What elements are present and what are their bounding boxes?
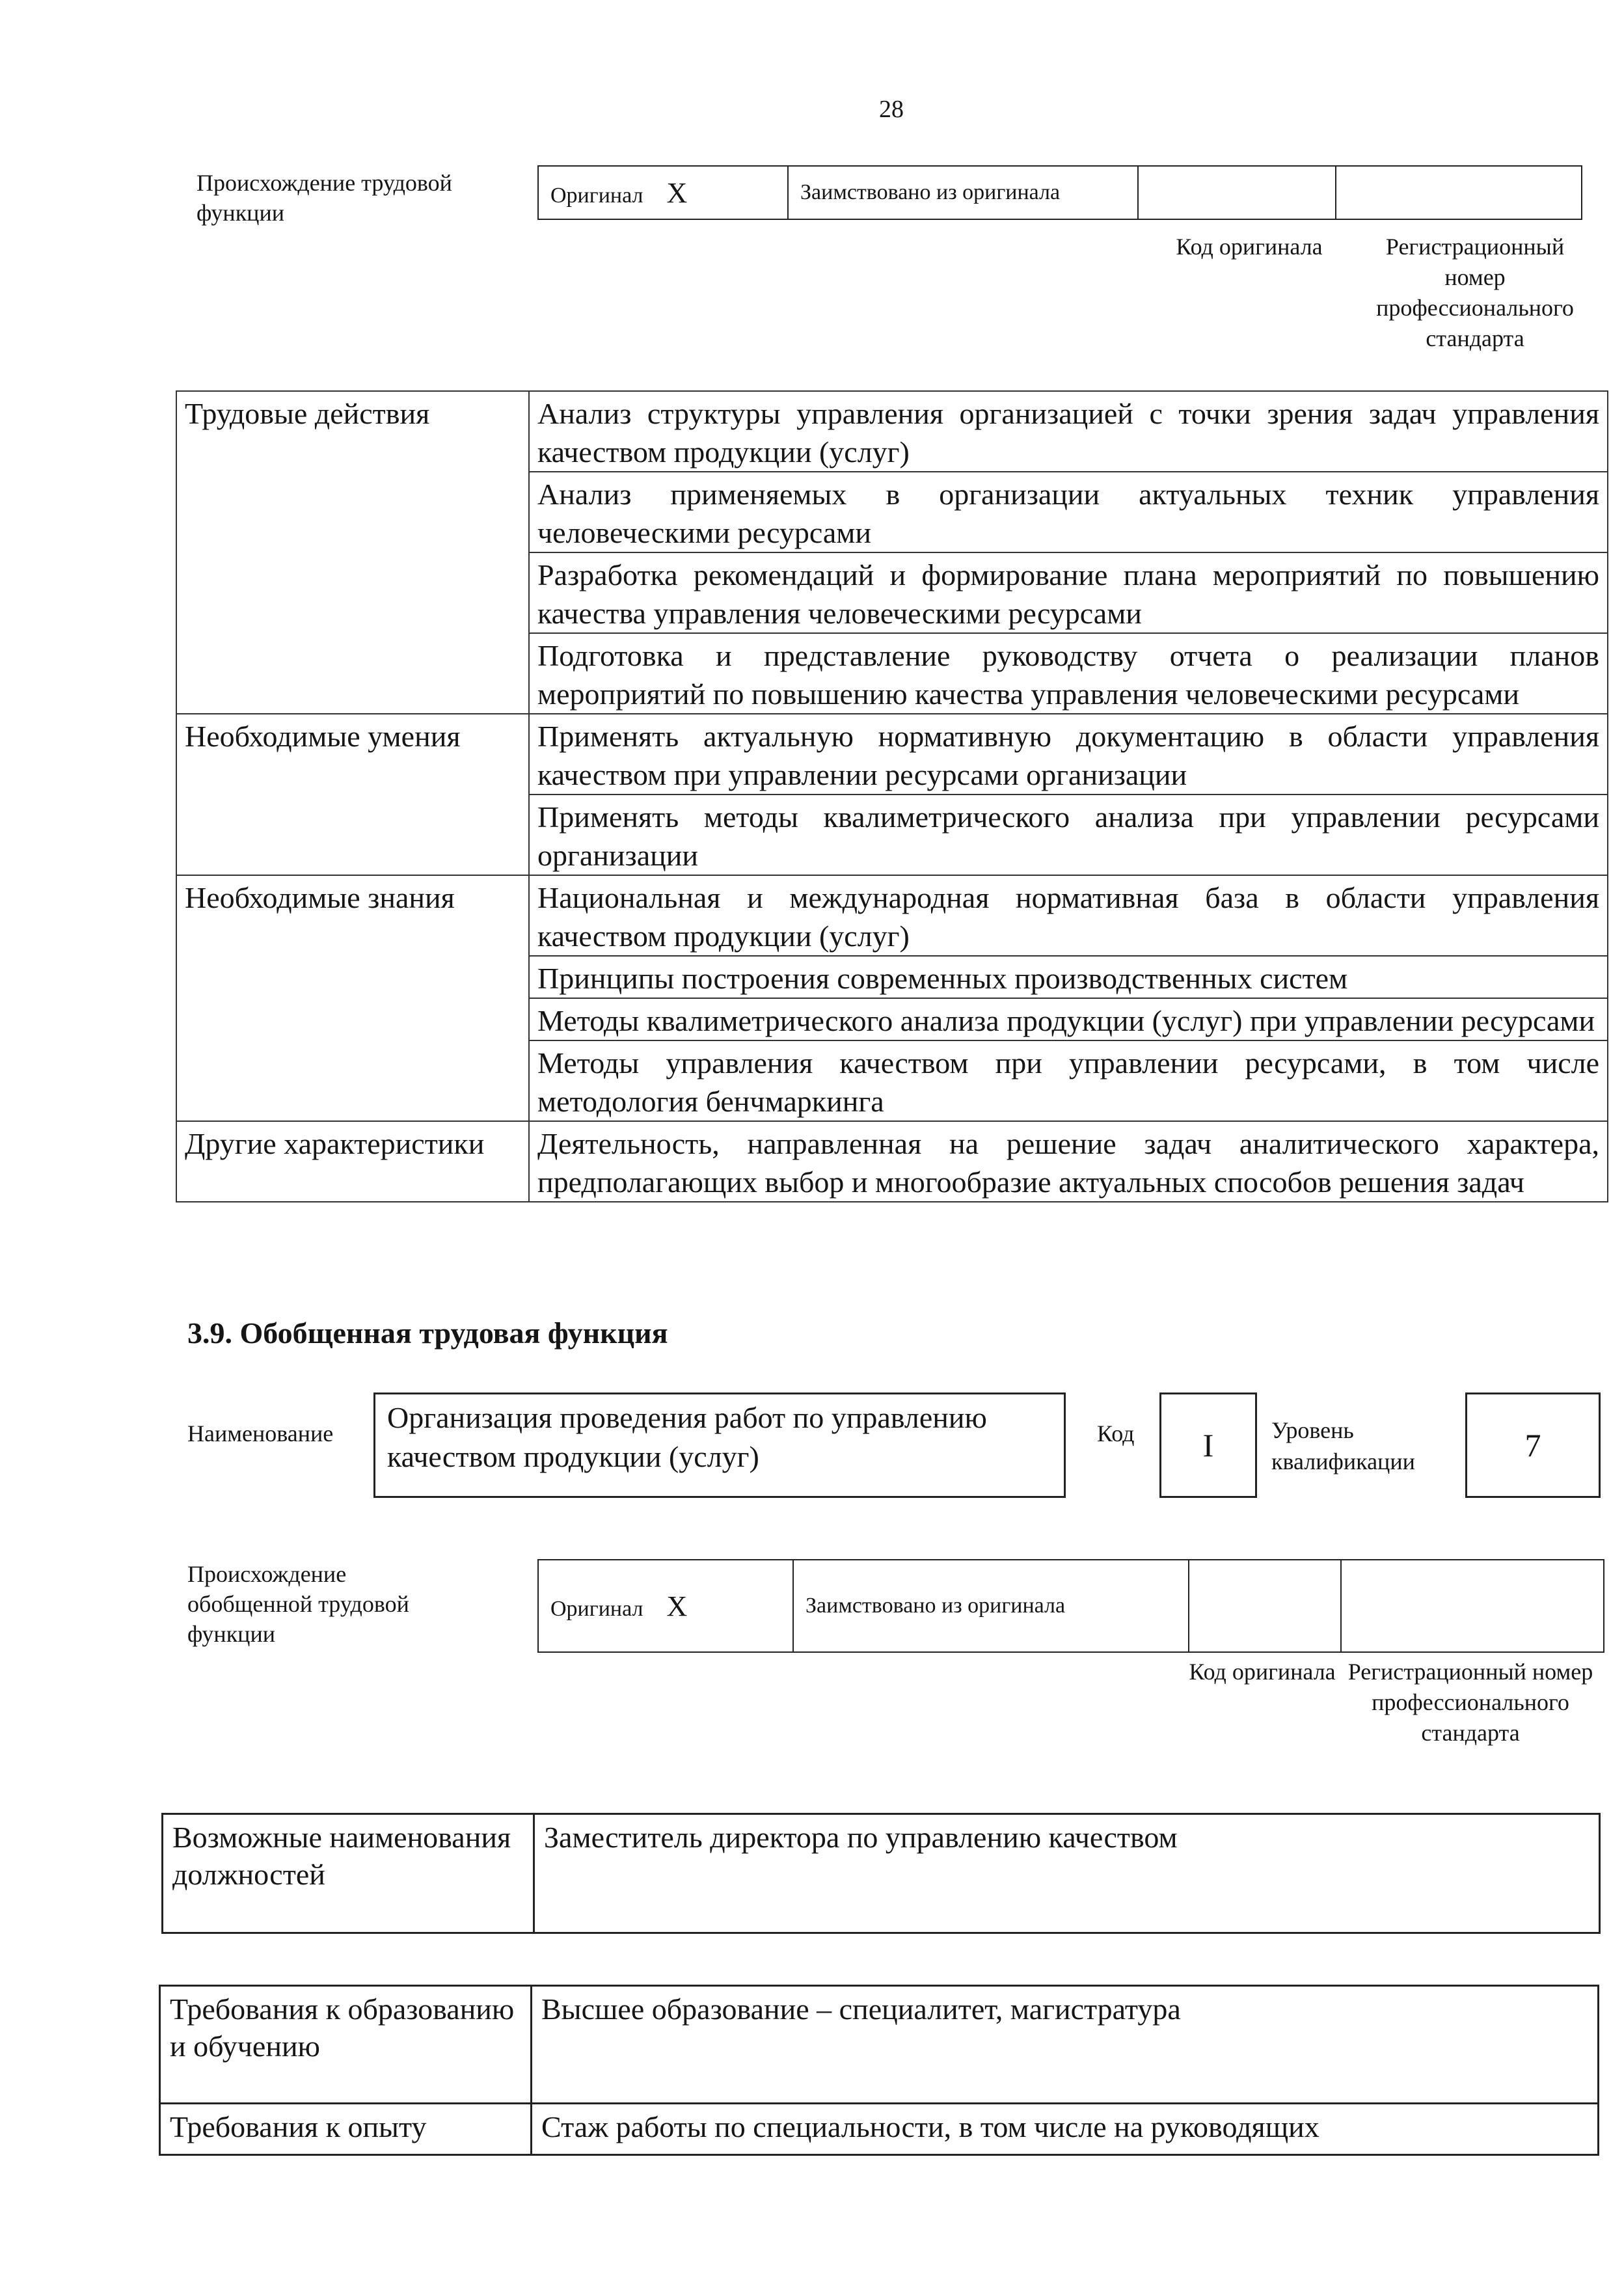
skill-item: Применять актуальную нормативную документацию в области управления качеством при управлении ресурсами организации — [529, 714, 1608, 795]
knowledge-item: Методы квалиметрического анализа продукции (услуг) при управлении ресурсами — [529, 998, 1608, 1040]
level-label: Уровень квалификации — [1271, 1417, 1415, 1474]
code-value: I — [1202, 1427, 1214, 1463]
origin-gen-label: Происхождение обобщенной трудовой функции — [187, 1561, 409, 1647]
gen-code-caption: Код оригинала — [1189, 1659, 1336, 1685]
action-item: Подготовка и представление руководству отчета о реализации планов мероприятий по повышению качества управления человеческими ресурсами — [529, 633, 1608, 714]
name-label: Наименование — [187, 1420, 334, 1447]
page-number: 28 — [879, 96, 904, 123]
origin-borrowed-cell — [788, 166, 1138, 219]
knowledge-item: Принципы построения современных производственных систем — [529, 956, 1608, 998]
row-label-actions: Трудовые действия — [176, 391, 529, 714]
row-label-skills: Необходимые умения — [176, 714, 529, 875]
row-label-other: Другие характеристики — [176, 1121, 529, 1202]
origin-gen-regnum-cell — [1341, 1560, 1604, 1652]
action-item: Анализ применяемых в организации актуальных техник управления человеческими ресурсами — [529, 472, 1608, 552]
origin-gen-borrowed-label: Заимствовано из оригинала — [805, 1594, 1066, 1618]
name-value: Организация проведения работ по управлению качеством продукции (услуг) — [387, 1401, 987, 1473]
positions-label: Возможные наименования должностей — [163, 1814, 534, 1933]
row-label-knowledge: Необходимые знания — [176, 875, 529, 1121]
skill-item: Применять методы квалиметрического анализа при управлении ресурсами организации — [529, 795, 1608, 875]
level-value: 7 — [1524, 1427, 1541, 1463]
origin-gen-mark: X — [666, 1590, 688, 1622]
positions-table — [161, 1813, 1601, 1934]
origin-label: Происхождение трудовой функции — [196, 170, 452, 226]
regnum-caption: Регистрационный номер профессионального стандарта — [1376, 234, 1574, 351]
requirements-table — [159, 1985, 1599, 2156]
origin-gen-original-label: Оригинал — [550, 1596, 643, 1621]
other-item: Деятельность, направленная на решение задач аналитического характера, предполагающих выбор и многообразие актуальных способов решения задач — [529, 1121, 1608, 1202]
level-value-box — [1465, 1392, 1601, 1498]
origin-gen-table — [537, 1559, 1604, 1653]
knowledge-item: Национальная и международная нормативная база в области управления качеством продукции (услуг) — [529, 875, 1608, 956]
code-caption: Код оригинала — [1176, 234, 1323, 260]
origin-original-label: Оригинал — [550, 183, 643, 208]
requirement-label: Требования к образованию и обучению — [160, 1986, 532, 2104]
origin-code-cell — [1138, 166, 1336, 219]
origin-original-cell — [538, 166, 788, 219]
action-item: Анализ структуры управления организацией с точки зрения задач управления качеством продукции (услуг) — [529, 391, 1608, 472]
action-item: Разработка рекомендаций и формирование плана мероприятий по повышению качества управления человеческими ресурсами — [529, 552, 1608, 633]
positions-value: Заместитель директора по управлению качеством — [534, 1814, 1600, 1933]
gen-regnum-caption: Регистрационный номер профессионального стандарта — [1347, 1659, 1593, 1746]
origin-gen-borrowed-cell — [793, 1560, 1189, 1652]
function-table — [176, 390, 1608, 1202]
requirement-value: Стаж работы по специальности, в том числе на руководящих — [532, 2104, 1599, 2155]
origin-table — [537, 165, 1582, 220]
section-heading: 3.9. Обобщенная трудовая функция — [187, 1316, 668, 1350]
origin-regnum-cell — [1336, 166, 1582, 219]
origin-borrowed-label: Заимствовано из оригинала — [800, 180, 1061, 204]
requirement-label: Требования к опыту — [160, 2104, 532, 2155]
origin-gen-original-cell — [538, 1560, 793, 1652]
code-label: Код — [1097, 1420, 1135, 1447]
origin-gen-code-cell — [1189, 1560, 1341, 1652]
origin-mark: X — [666, 176, 688, 209]
requirement-value: Высшее образование – специалитет, магистратура — [532, 1986, 1599, 2104]
knowledge-item: Методы управления качеством при управлении ресурсами, в том числе методология бенчмаркинга — [529, 1040, 1608, 1121]
code-value-box — [1159, 1392, 1257, 1498]
name-value-box — [373, 1392, 1066, 1498]
